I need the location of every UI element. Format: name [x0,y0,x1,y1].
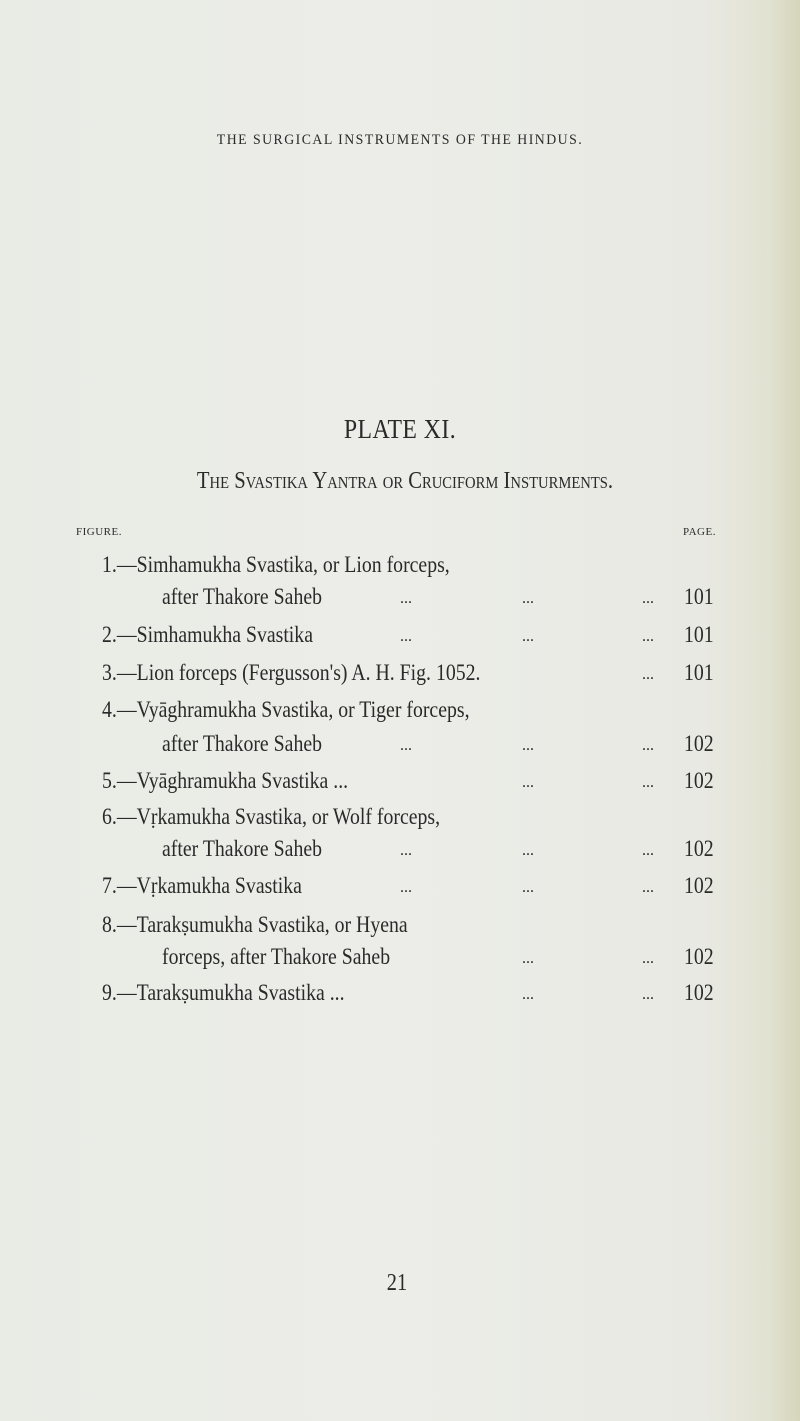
plate-title: PLATE XI. [343,414,457,444]
list-item-continuation [0,584,800,614]
list-item-continuation [0,731,800,761]
leader-dots: ... [522,986,534,1003]
entry-text: 7.—Vṛkamukha Svastika [102,873,302,898]
leader-dots: ... [642,842,654,859]
leader-dots: ... [522,842,534,859]
list-item [0,768,800,798]
leader-dots: ... [642,666,654,683]
leader-dots: ... [400,628,412,645]
list-item [0,980,800,1010]
entry-text: 1.—Simhamukha Svastika, or Lion forceps, [102,552,450,577]
entry-text: 3.—Lion forceps (Fergusson's) A. H. Fig. 1052. [102,660,481,685]
entry-text: 6.—Vṛkamukha Svastika, or Wolf forceps, [102,804,441,829]
column-header-figure: FIGURE. [76,526,122,538]
leader-dots: ... [642,950,654,967]
list-item [0,697,800,727]
leader-dots: ... [400,590,412,607]
leader-dots: ... [642,774,654,791]
entry-text-continued: after Thakore Saheb [162,731,323,756]
entry-text: 2.—Simhamukha Svastika [102,622,313,647]
leader-dots: ... [522,879,534,896]
entry-text: 8.—Tarakṣumukha Svastika, or Hyena [102,912,408,937]
leader-dots: ... [400,879,412,896]
list-item [0,912,800,942]
leader-dots: ... [522,950,534,967]
page-number: 101 [684,660,714,685]
list-item [0,660,800,690]
leader-dots: ... [522,628,534,645]
page-number: 102 [684,731,714,756]
leader-dots: ... [522,737,534,754]
plate-subtitle: The Svastika Yantra or Cruciform Insturments. [196,468,614,494]
leader-dots: ... [522,774,534,791]
entry-text: 5.—Vyāghramukha Svastika ... [102,768,349,793]
leader-dots: ... [522,590,534,607]
list-item [0,552,800,582]
page-number: 102 [684,836,714,861]
list-item [0,873,800,903]
leader-dots: ... [642,628,654,645]
leader-dots: ... [400,737,412,754]
entry-text-continued: after Thakore Saheb [162,836,323,861]
page-number: 101 [684,584,714,609]
entry-text-continued: forceps, after Thakore Saheb [162,944,391,969]
list-item-continuation [0,944,800,974]
column-header-page: PAGE. [683,526,716,538]
list-item [0,622,800,652]
page-number: 102 [684,768,714,793]
list-item-continuation [0,836,800,866]
leader-dots: ... [642,737,654,754]
leader-dots: ... [400,842,412,859]
page-number: 101 [684,622,714,647]
page-number: 102 [684,873,714,898]
leader-dots: ... [642,986,654,1003]
page-number: 102 [684,980,714,1005]
running-head: THE SURGICAL INSTRUMENTS OF THE HINDUS. [216,132,584,148]
entry-text-continued: after Thakore Saheb [162,584,323,609]
entry-text: 9.—Tarakṣumukha Svastika ... [102,980,345,1005]
folio-page-number: 21 [386,1270,408,1296]
list-item [0,804,800,834]
leader-dots: ... [642,590,654,607]
leader-dots: ... [642,879,654,896]
entry-text: 4.—Vyāghramukha Svastika, or Tiger forceps, [102,697,470,722]
page-number: 102 [684,944,714,969]
